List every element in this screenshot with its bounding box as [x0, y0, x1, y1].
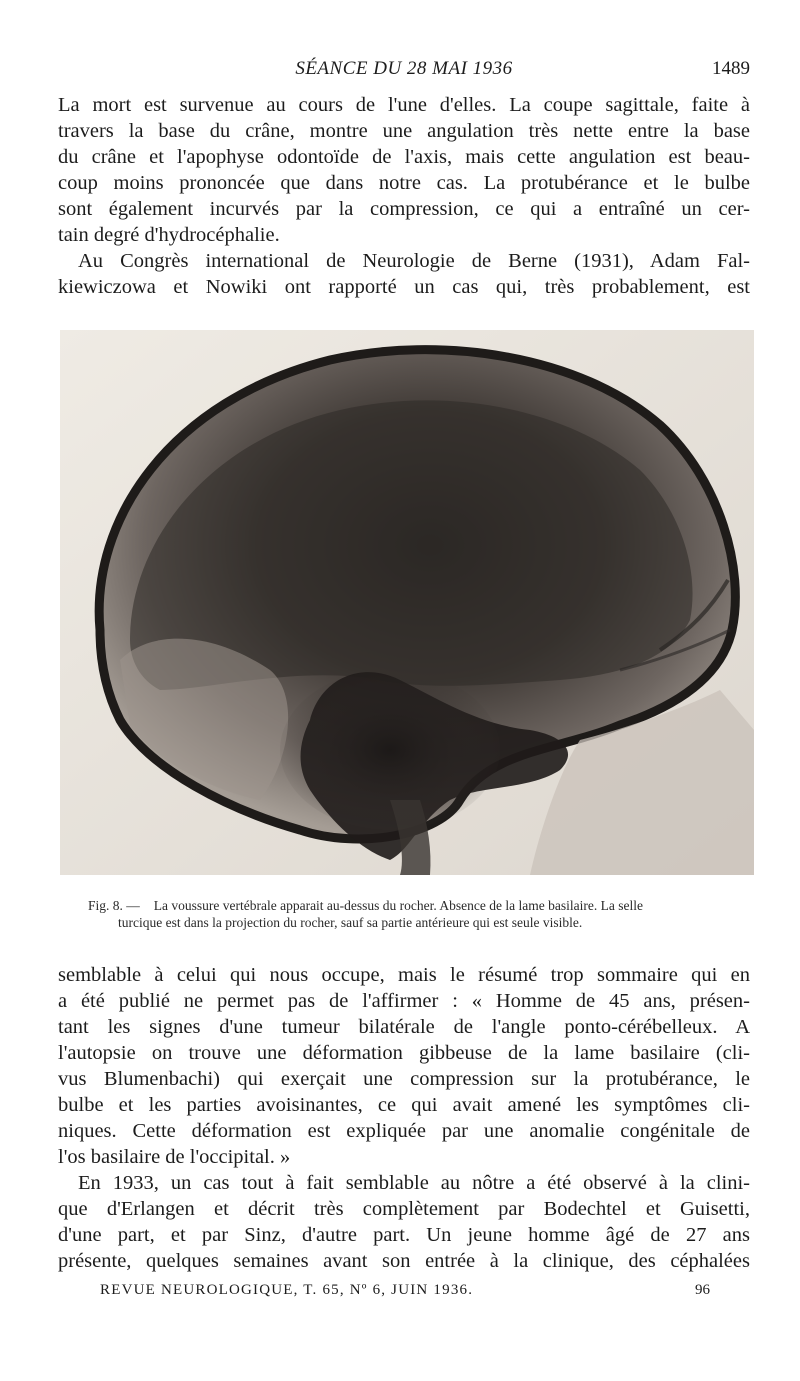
text-line: a été publié ne permet pas de l'affirmer : « Homme de 45 ans, présen-: [58, 990, 750, 1012]
text-line: niques. Cette déformation est expliquée par une anomalie congénitale de: [58, 1120, 750, 1142]
paragraph-four: [58, 1170, 750, 1274]
text-line: vus Blumenbachi) qui exerçait une compression sur la protubérance, le: [58, 1068, 750, 1090]
page-number: 1489: [712, 58, 750, 79]
text-line: tain degré d'hydrocéphalie.: [58, 224, 280, 246]
text-line: du crâne et l'apophyse odontoïde de l'axis, mais cette angulation est beau-: [58, 146, 750, 168]
text-line: bulbe et les parties avoisinantes, ce qui avait amené les symptômes cli-: [58, 1094, 750, 1116]
figure-label: Fig. 8. —: [88, 898, 140, 913]
text-line: que d'Erlangen et décrit très complètement par Bodechtel et Guisetti,: [58, 1198, 750, 1220]
paragraph-top: [58, 92, 750, 248]
caption-line: turcique est dans la projection du rocher, sauf sa partie antérieure qui est seule visible.: [118, 915, 583, 930]
text-line: présente, quelques semaines avant son entrée à la clinique, des céphalées: [58, 1250, 750, 1272]
text-line: kiewiczowa et Nowiki ont rapporté un cas qui, très probablement, est: [58, 276, 750, 298]
figure-caption: [88, 897, 752, 931]
text-line: travers la base du crâne, montre une angulation très nette entre la base: [58, 120, 750, 142]
text-line: coup moins prononcée que dans notre cas. La protubérance et le bulbe: [58, 172, 750, 194]
text-line: La mort est survenue au cours de l'une d'elles. La coupe sagittale, faite à: [58, 94, 750, 116]
page-footer: [100, 1282, 710, 1304]
text-line: semblable à celui qui nous occupe, mais le résumé trop sommaire qui en: [58, 964, 750, 986]
skull-xray-image: [60, 330, 754, 875]
text-line: tant les signes d'une tumeur bilatérale de l'angle ponto-cérébelleux. A: [58, 1016, 750, 1038]
running-title: SÉANCE DU 28 MAI 1936: [295, 58, 513, 79]
journal-reference: REVUE NEUROLOGIQUE, T. 65, Nº 6, JUIN 1936.: [100, 1282, 474, 1298]
skull-radiograph-figure: [60, 330, 754, 875]
paragraph-three: [58, 962, 750, 1170]
caption-line: La voussure vertébrale apparait au-dessus du rocher. Absence de la lame basilaire. La selle: [153, 898, 643, 913]
text-line: En 1933, un cas tout à fait semblable au nôtre a été observé à la clini-: [78, 1172, 750, 1194]
text-line: sont également incurvés par la compression, ce qui a entraîné un cer-: [58, 198, 750, 220]
text-line: l'autopsie on trouve une déformation gibbeuse de la lame basilaire (cli-: [58, 1042, 750, 1064]
paragraph-two: [58, 248, 750, 300]
text-line: Au Congrès international de Neurologie de Berne (1931), Adam Fal-: [78, 250, 750, 272]
running-head: [58, 58, 750, 84]
text-line: l'os basilaire de l'occipital. »: [58, 1146, 291, 1168]
sheet-number: 96: [695, 1282, 710, 1298]
text-line: d'une part, et par Sinz, d'autre part. Un jeune homme âgé de 27 ans: [58, 1224, 750, 1246]
